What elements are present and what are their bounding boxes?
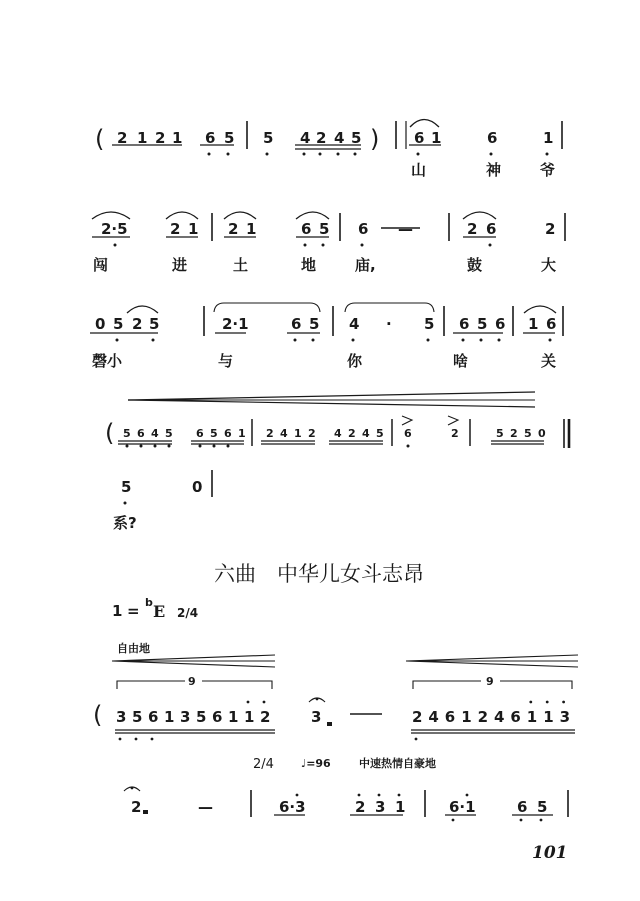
score-line-1 <box>95 120 562 180</box>
note: 5 <box>224 129 235 147</box>
note: 3 <box>116 708 127 726</box>
octave-dot <box>452 819 455 822</box>
lyrics-row <box>411 161 555 179</box>
note: 2 <box>155 129 166 147</box>
note: 5 <box>351 129 362 147</box>
note: 2 <box>170 220 181 238</box>
note: 1 <box>528 315 539 333</box>
octave-dot <box>529 701 532 704</box>
octave-dot <box>213 445 216 448</box>
tempo-marking <box>253 756 436 772</box>
octave-dot <box>168 445 171 448</box>
octave-dot <box>489 244 492 247</box>
octave-dot <box>354 153 357 156</box>
note: 0 <box>95 315 106 333</box>
note: 5 <box>149 315 160 333</box>
note: 6 <box>487 129 498 147</box>
note: 5 <box>132 708 143 726</box>
barlines <box>247 121 562 149</box>
score-line-last <box>124 787 568 822</box>
octave-dot <box>227 153 230 156</box>
note: 2 <box>131 798 142 816</box>
note: 4 <box>349 315 360 333</box>
hairpins <box>128 392 535 407</box>
note: 2 <box>266 427 274 440</box>
note: 2 <box>308 427 316 440</box>
octave-dot <box>322 244 325 247</box>
octave-dot <box>119 738 122 741</box>
octave-dot <box>378 794 381 797</box>
barlines <box>212 213 565 241</box>
octave-dot <box>319 153 322 156</box>
note: 1 <box>395 798 406 816</box>
notes-row <box>131 794 547 822</box>
octave-dot <box>154 445 157 448</box>
octave-dot <box>151 738 154 741</box>
note: 2 <box>355 798 366 816</box>
note: 5 <box>319 220 330 238</box>
lyric: 大 <box>541 256 557 274</box>
song-title: 六曲 中华儿女斗志昂 <box>214 562 424 586</box>
note: 6 <box>459 315 470 333</box>
run-1 <box>116 701 270 741</box>
octave-dot <box>490 153 493 156</box>
note: 4 <box>151 427 159 440</box>
beams <box>118 416 544 444</box>
note: 3 <box>180 708 191 726</box>
note: 5 <box>123 427 131 440</box>
tempo-meter: 2/4 <box>253 757 274 772</box>
beams <box>92 212 496 237</box>
note: 6 <box>517 798 528 816</box>
tempo-bpm: ♩=96 <box>301 757 331 770</box>
note: 2 <box>477 708 489 726</box>
note: ( <box>105 419 115 447</box>
key-flat: b <box>145 596 153 609</box>
octave-dot <box>427 339 430 342</box>
open-paren: ( <box>93 701 103 729</box>
tempo-free-marking: 自由地 <box>117 642 150 655</box>
note: 0 <box>192 478 203 496</box>
note: 4 <box>494 708 505 726</box>
note: 5 <box>376 427 384 440</box>
note: 1 <box>431 129 442 147</box>
note: 1 <box>228 708 239 726</box>
note: 5 <box>537 798 548 816</box>
notes-row <box>95 125 553 156</box>
note: 6·1 <box>449 798 476 816</box>
notes-row <box>95 315 556 342</box>
note: 6 <box>444 708 456 726</box>
lyric: 爷 <box>540 161 556 179</box>
note: 6 <box>486 220 497 238</box>
lyric: 你 <box>347 352 363 370</box>
note: 2·5 <box>101 220 128 238</box>
octave-dot <box>398 794 401 797</box>
note: 6 <box>301 220 312 238</box>
note: 5 <box>496 427 504 440</box>
note: 2 <box>412 708 423 726</box>
octave-dot <box>296 794 299 797</box>
note: 5 <box>424 315 435 333</box>
lyric: 庙, <box>355 256 376 274</box>
note: — <box>198 798 213 816</box>
note: 0 <box>538 427 546 440</box>
octave-dot <box>152 339 155 342</box>
note: 6 <box>495 315 506 333</box>
octave-dot <box>462 339 465 342</box>
octave-dot <box>498 339 501 342</box>
hairpins-free <box>112 655 578 667</box>
note: 2 <box>545 220 556 238</box>
lyric: 山 <box>411 161 427 179</box>
note: 4 <box>300 129 311 147</box>
octave-dot <box>546 153 549 156</box>
octave-dot <box>124 502 127 505</box>
tuplet-brackets <box>117 675 572 689</box>
note: 1 <box>238 427 246 440</box>
note: 2 <box>467 220 478 238</box>
free-run-line <box>93 698 575 741</box>
octave-dot <box>562 701 565 704</box>
octave-dot <box>407 445 410 448</box>
octave-dot <box>337 153 340 156</box>
lyrics-row <box>92 352 556 370</box>
note: 5 <box>196 708 207 726</box>
note: 1 <box>526 708 538 726</box>
octave-dot <box>312 339 315 342</box>
note: 6 <box>137 427 145 440</box>
key-equals: = <box>127 602 140 620</box>
note: 6 <box>510 708 521 726</box>
run-2 <box>412 701 570 741</box>
note: 6 <box>212 708 223 726</box>
octave-dot <box>247 701 250 704</box>
notes-row <box>121 478 202 505</box>
note: 2 <box>316 129 327 147</box>
note: 5 <box>263 129 274 147</box>
octave-dot <box>263 701 266 704</box>
lyric: 鼓 <box>467 256 483 274</box>
note: 2 <box>117 129 128 147</box>
note: 3 <box>559 708 571 726</box>
key-meter: 2/4 <box>177 606 199 620</box>
note: — <box>398 220 413 238</box>
note: 1 <box>543 708 554 726</box>
octave-dot <box>304 244 307 247</box>
note: 2 <box>510 427 518 440</box>
octave-dot <box>208 153 211 156</box>
note: ( <box>95 125 105 153</box>
note: 5 <box>165 427 173 440</box>
lyric: 进 <box>172 256 188 274</box>
note: 1 <box>461 708 472 726</box>
lyric: 关 <box>541 352 557 370</box>
note: 2·1 <box>222 315 249 333</box>
octave-dot <box>227 445 230 448</box>
note: 1 <box>294 427 302 440</box>
lyric: 神 <box>486 161 502 179</box>
octave-dot <box>549 339 552 342</box>
score-line-4 <box>105 392 569 448</box>
note: 6 <box>224 427 232 440</box>
note: 5 <box>113 315 124 333</box>
note: 5 <box>121 478 132 496</box>
note: 1 <box>137 129 148 147</box>
lyrics-row <box>113 514 137 532</box>
note: 2 <box>348 427 356 440</box>
note: 6 <box>404 427 412 440</box>
key-signature <box>112 596 198 621</box>
note: 6 <box>414 129 425 147</box>
lyric: 系? <box>113 514 137 532</box>
octave-dot <box>116 339 119 342</box>
note: 1 <box>244 708 255 726</box>
octave-dot <box>417 153 420 156</box>
note: 1 <box>543 129 554 147</box>
note: 1 <box>246 220 257 238</box>
octave-dot <box>294 339 297 342</box>
lyric: 地 <box>301 256 317 274</box>
note: 6·3 <box>279 798 306 816</box>
octave-dot <box>415 738 418 741</box>
note: 6 <box>546 315 557 333</box>
note: 2 <box>260 708 271 726</box>
octave-dot <box>520 819 523 822</box>
key-note: E <box>153 602 166 621</box>
octave-dot <box>352 339 355 342</box>
note: 2 <box>228 220 239 238</box>
barlines <box>204 306 563 336</box>
octave-dot <box>466 794 469 797</box>
lyric: 与 <box>218 352 234 370</box>
tuplet-count-1: 9 <box>188 675 196 688</box>
note: 6 <box>148 708 159 726</box>
sustained-note: 3 <box>311 708 322 726</box>
octave-dot <box>540 819 543 822</box>
lyric: 啥 <box>453 352 469 370</box>
note: 6 <box>291 315 302 333</box>
tuplet-count-2: 9 <box>486 675 494 688</box>
lyric: 闯 <box>93 256 109 274</box>
octave-dot <box>266 153 269 156</box>
note: 5 <box>309 315 320 333</box>
lyrics-row <box>93 256 556 274</box>
octave-dot <box>358 794 361 797</box>
note: 6 <box>358 220 369 238</box>
note: 3 <box>375 798 386 816</box>
note: 1 <box>164 708 175 726</box>
octave-dot <box>199 445 202 448</box>
octave-dot <box>546 701 549 704</box>
score-line-2 <box>92 212 565 274</box>
page-number: 101 <box>532 843 568 863</box>
octave-dot <box>303 153 306 156</box>
lyric: 土 <box>233 256 249 274</box>
octave-dot <box>114 244 117 247</box>
note: 1 <box>172 129 183 147</box>
note: 6 <box>205 129 216 147</box>
note: 4 <box>334 427 342 440</box>
octave-dot <box>140 445 143 448</box>
note: 6 <box>196 427 204 440</box>
note: 5 <box>524 427 532 440</box>
note: 4 <box>428 708 439 726</box>
note: 2 <box>132 315 143 333</box>
octave-dot <box>361 244 364 247</box>
lyric: 磬小 <box>92 352 123 370</box>
key-one: 1 <box>112 602 123 620</box>
score-line-3 <box>90 303 563 370</box>
octave-dot <box>135 738 138 741</box>
note: · <box>386 315 392 333</box>
note: 4 <box>334 129 345 147</box>
note: 4 <box>362 427 370 440</box>
note: 5 <box>477 315 488 333</box>
tempo-text: 中速热情自豪地 <box>359 757 436 770</box>
octave-dot <box>480 339 483 342</box>
notes-row <box>105 419 546 448</box>
note: ) <box>370 125 380 153</box>
note: 2 <box>451 427 459 440</box>
note: 1 <box>188 220 199 238</box>
note: 4 <box>280 427 288 440</box>
score-line-5 <box>113 470 212 532</box>
note: 5 <box>210 427 218 440</box>
notes-row <box>101 220 555 247</box>
octave-dot <box>126 445 129 448</box>
